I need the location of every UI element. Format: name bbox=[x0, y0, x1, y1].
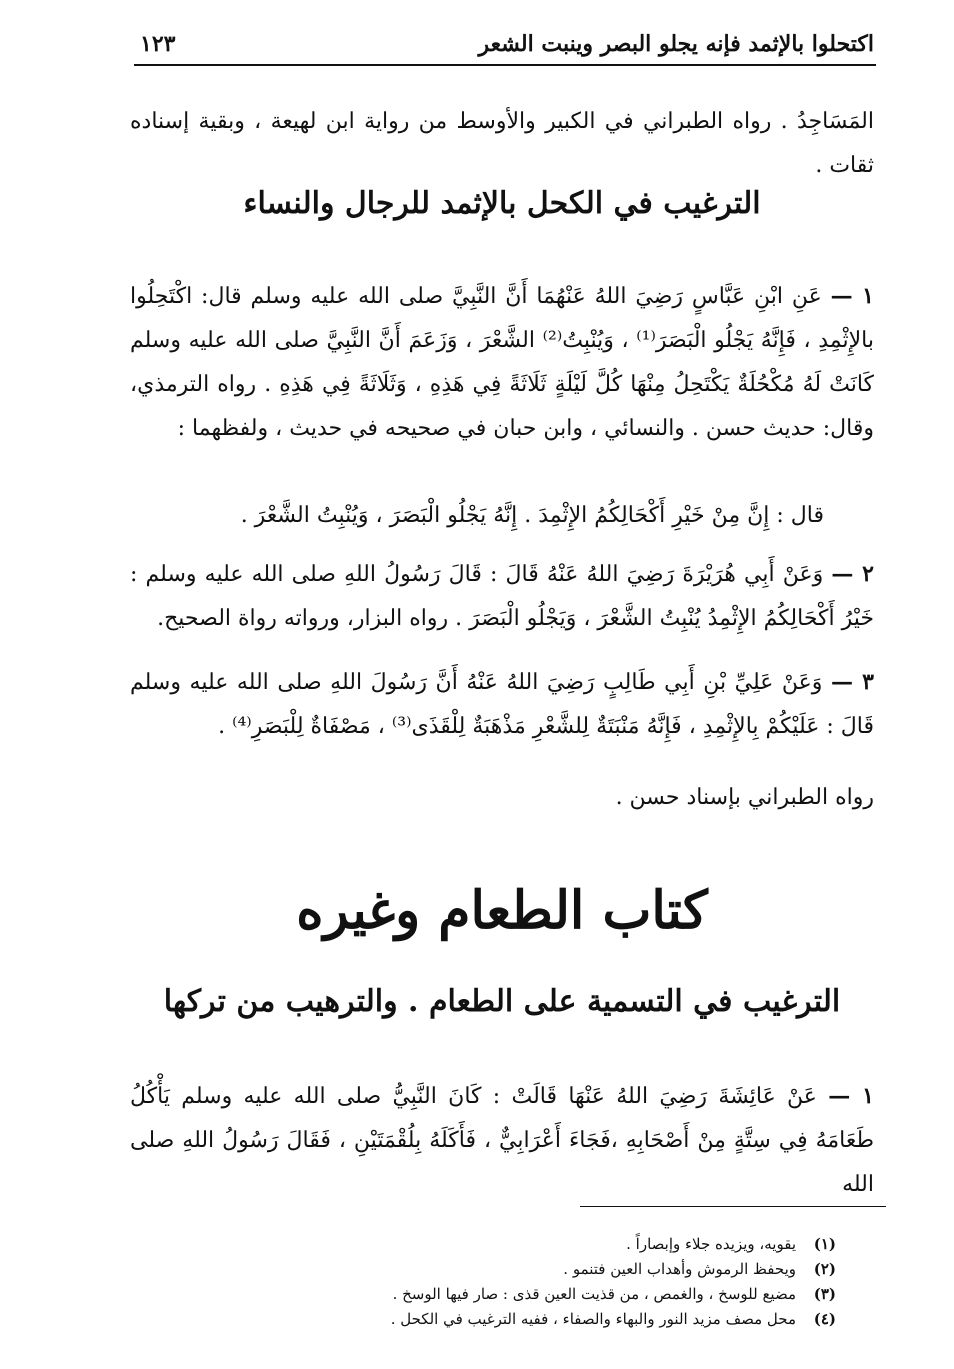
hadith-paragraph bbox=[130, 552, 874, 641]
footnote-text: يقويه، ويزيده جلاء وإبصاراً . bbox=[626, 1235, 796, 1253]
footnote bbox=[300, 1232, 836, 1257]
hadith-source: رواه الطبراني بإسناد حسن . bbox=[615, 785, 874, 810]
book-title: كتاب الطعام وغيره bbox=[296, 880, 708, 941]
footnote bbox=[300, 1257, 836, 1282]
hadith-text: عَنِ ابْنِ عَبَّاسٍ رَضِيَ اللهُ عَنْهُمَا أَنَّ النَّبِيَّ صلى الله عليه وسلم قال: اكْتَحِلُوا بالإِثْمِدِ ، فَإِنَّهُ يَجْلُو الْبَصَرَ⁽¹⁾ ، وَيُنْبِتُ⁽²⁾ الشَّعْرَ ، وَزَعَمَ أَنَّ النَّبِيَّ صلى الله عليه وسلم كَانَتْ لَهُ مُكْحُلَةٌ يَكْتَحِلُ مِنْهَا كُلَّ لَيْلَةٍ ثَلَاثَةً فِي هَذِهِ ، وَثَلَاثَةً فِي هَذِهِ . رواه الترمذي، وقال: حديث حسن . والنسائي ، وابن حبان في صحيحه في حديث ، ولفظهما : bbox=[130, 284, 874, 441]
footnote bbox=[300, 1282, 836, 1307]
footnote-text: مضيع للوسخ ، والغمص ، من قذيت العين قذى : صار فيها الوسخ . bbox=[392, 1285, 796, 1303]
hadith-paragraph bbox=[130, 274, 874, 451]
hadith-number: ١ — bbox=[830, 283, 874, 309]
running-head bbox=[140, 24, 874, 64]
footnote-mark: (٤) bbox=[813, 1310, 836, 1328]
footnote-mark: (٣) bbox=[813, 1285, 836, 1303]
hadith-paragraph bbox=[130, 660, 874, 749]
footnotes bbox=[300, 1232, 836, 1332]
intro-line: المَسَاجِدُ . رواه الطبراني في الكبير والأوسط من رواية ابن لهيعة ، وبقية إسناده ثقات . bbox=[130, 109, 874, 178]
section-title-kohl: الترغيب في الكحل بالإثمد للرجال والنساء bbox=[243, 186, 761, 221]
hadith-number: ٣ — bbox=[830, 669, 874, 695]
hadith-text: عَنْ عَائِشَةَ رَضِيَ اللهُ عَنْهَا قَالَتْ : كَانَ النَّبِيُّ صلى الله عليه وسلم يَأْكُلُ طَعَامَهُ فِي سِتَّةٍ مِنْ أَصْحَابِهِ ،فَجَاءَ أَعْرَابِيٌّ ، فَأَكَلَهُ بِلُقْمَتَيْنِ ، فَقَالَ رَسُولُ اللهِ صلى الله bbox=[130, 1084, 874, 1197]
footnote-rule bbox=[580, 1206, 886, 1207]
header-rule bbox=[134, 64, 876, 66]
footnote-mark: (٢) bbox=[813, 1260, 836, 1278]
hadith-paragraph bbox=[130, 1074, 874, 1207]
hadith-continuation: قال : إِنَّ مِنْ خَيْرِ أَكْحَالِكُمُ الإِثْمِدَ . إِنَّهُ يَجْلُو الْبَصَرَ ، وَيُنْبِتُ الشَّعْرَ . bbox=[240, 503, 824, 528]
footnote-text: ويحفظ الرموش وأهداب العين فتنمو . bbox=[563, 1260, 796, 1278]
footnote bbox=[300, 1307, 836, 1332]
hadith-number: ١ — bbox=[828, 1083, 874, 1109]
footnote-text: محل مصف مزيد النور والبهاء والصفاء ، ففيه الترغيب في الكحل . bbox=[390, 1310, 796, 1328]
footnote-mark: (١) bbox=[813, 1235, 836, 1253]
hadith-number: ٢ — bbox=[831, 561, 874, 587]
page-number: ١٢٣ bbox=[140, 31, 176, 57]
hadith-text: وَعَنْ أَبِي هُرَيْرَةَ رَضِيَ اللهُ عَنْهُ قَالَ : قَالَ رَسُولُ اللهِ صلى الله عليه وسلم : خَيْرُ أَكْحَالِكُمُ الإِثْمِدُ يُنْبِتُ الشَّعْرَ ، وَيَجْلُو الْبَصَرَ . رواه البزار، ورواته رواة الصحيح. bbox=[130, 562, 874, 631]
section-title-tasmiya: الترغيب في التسمية على الطعام . والترهيب من تركها bbox=[163, 984, 841, 1019]
hadith-text: وَعَنْ عَلِيِّ بْنِ أَبِي طَالِبٍ رَضِيَ اللهُ عَنْهُ أَنَّ رَسُولَ اللهِ صلى الله عليه وسلم قَالَ : عَلَيْكُمْ بِالإِثْمِدِ ، فَإِنَّهُ مَنْبَتَةٌ لِلشَّعْرِ مَذْهَبَةٌ لِلْقَذَى⁽³⁾ ، مَصْفَاةٌ لِلْبَصَرِ⁽⁴⁾ . bbox=[130, 670, 874, 739]
running-title: اكتحلوا بالإثمد فإنه يجلو البصر وينبت الشعر bbox=[478, 31, 874, 57]
